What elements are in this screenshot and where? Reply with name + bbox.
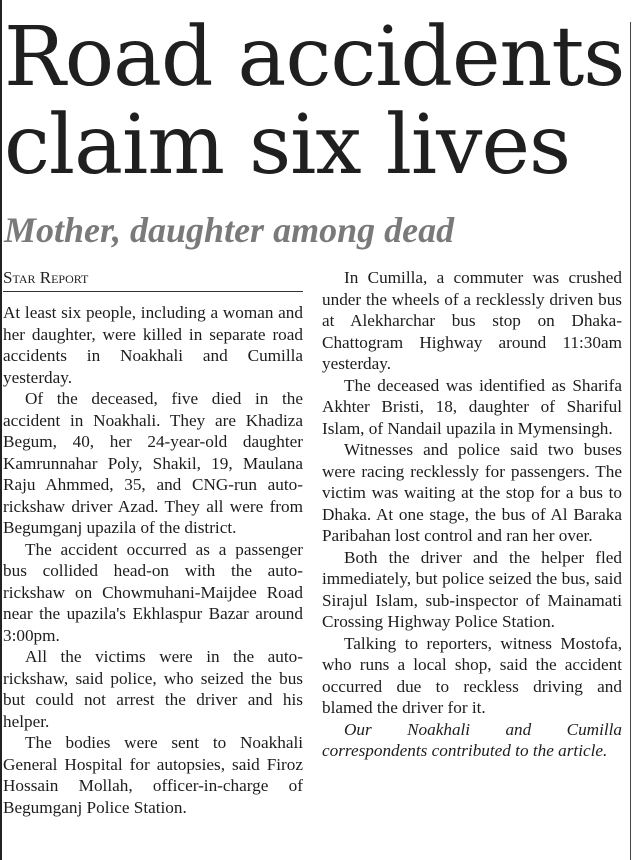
article-column-right xyxy=(322,267,622,762)
headline: Road accidents claim six lives xyxy=(4,10,625,193)
byline: Star Report xyxy=(3,268,89,287)
article-column-left xyxy=(3,302,303,818)
paragraph: All the victims were in the auto-rickshaw, said police, who seized the bus but could not arrest the driver and his helper. xyxy=(3,647,303,731)
paragraph: Witnesses and police said two buses were racing recklessly for passengers. The victim was waiting at the stop for a bus to Dhaka. At one stage, the bus of Al Baraka Paribahan lost control and ran her over. xyxy=(322,440,622,545)
paragraph: The deceased was identified as Sharifa Akhter Bristi, 18, daughter of Shariful Islam, of Nandail upazila in Mymensingh. xyxy=(322,375,622,438)
paragraph: The accident occurred as a passenger bus collided head-on with the auto-rickshaw on Chowmuhani-Maijdee Road near the upazila's Ekhlaspur Bazar around 3:00pm. xyxy=(3,539,303,645)
paragraph: Both the driver and the helper fled immediately, but police seized the bus, said Sirajul Islam, sub-inspector of Mainamati Crossing Highway Police Station. xyxy=(322,547,622,631)
right-border-rule xyxy=(630,22,631,860)
paragraph: At least six people, including a woman and her daughter, were killed in separate road accidents in Noakhali and Cumilla yesterday. xyxy=(3,303,303,387)
left-border-rule xyxy=(0,0,2,860)
paragraph: Of the deceased, five died in the accident in Noakhali. They are Khadiza Begum, 40, her 24-year-old daughter Kamrunnahar Poly, Shakil, 19, Maulana Raju Ahmmed, 35, and CNG-run auto-rickshaw driver Azad. They all were from Begumganj upazila of the district. xyxy=(3,389,303,537)
paragraph: Talking to reporters, witness Mostofa, who runs a local shop, said the accident occurred due to reckless driving and blamed the driver for it. xyxy=(322,633,622,717)
correspondent-credit: Our Noakhali and Cumilla correspondents contributed to the article. xyxy=(322,719,622,760)
paragraph: In Cumilla, a commuter was crushed under the wheels of a recklessly driven bus at Alekharchar bus stop on Dhaka-Chattogram Highway around 11:30am yesterday. xyxy=(322,268,622,373)
paragraph: The bodies were sent to Noakhali General Hospital for autopsies, said Firoz Hossain Mollah, officer-in-charge of Begumganj Police Station. xyxy=(3,733,303,817)
byline-divider xyxy=(3,291,303,292)
subheadline: Mother, daughter among dead xyxy=(4,210,455,250)
